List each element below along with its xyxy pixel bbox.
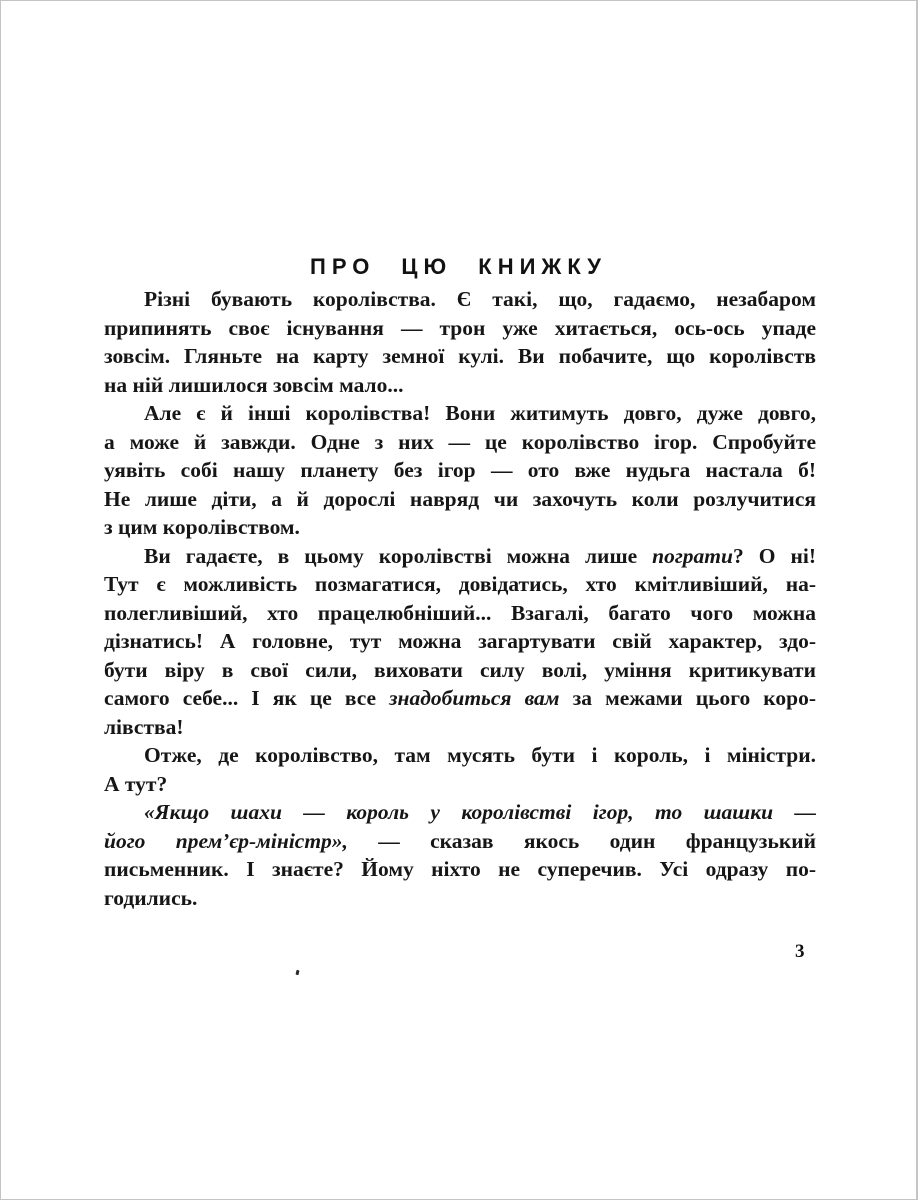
text-segment: А тут? [104, 771, 168, 796]
text-line [104, 770, 816, 799]
text-segment: Тут є можливість позмагатися, довідатись, хто кмітливіший, на- [104, 572, 816, 596]
text-segment: лівства! [104, 714, 184, 739]
text-line [104, 485, 816, 514]
text-line [104, 627, 816, 656]
text-segment: на ній лишилося зовсім мало... [104, 372, 404, 397]
text-segment: годились. [104, 885, 198, 910]
text-line [104, 371, 816, 400]
text-segment: бути віру в свої сили, виховати силу волі, уміння критикувати [104, 657, 816, 682]
text-line [104, 314, 816, 343]
page-number: 3 [795, 941, 805, 962]
page-body [104, 285, 816, 912]
text-segment: з цим королівством. [104, 515, 300, 539]
text-line [104, 656, 816, 685]
emphasized-text: пограти [652, 543, 733, 568]
text-line [104, 713, 816, 742]
text-segment: Не лише діти, а й дорослі навряд чи захочуть коли розлучитися [104, 486, 816, 511]
paragraph [104, 285, 816, 399]
paragraph [104, 798, 816, 912]
text-line [104, 513, 816, 542]
text-segment: самого себе... І як це все [104, 686, 390, 710]
text-line [104, 428, 816, 457]
text-line [104, 342, 816, 371]
text-segment: дізнатись! А головне, тут можна загартувати свій характер, здо- [104, 629, 816, 653]
text-segment: — сказав якось один французький [378, 828, 816, 853]
text-segment: за межами цього коро- [559, 686, 817, 710]
text-segment: зовсім. Гляньте на карту земної кулі. Ви побачите, що королівств [104, 344, 816, 368]
text-line [104, 285, 816, 314]
paragraph [104, 741, 816, 798]
text-line [104, 684, 816, 713]
text-line [104, 884, 816, 913]
text-line [104, 855, 816, 884]
text-segment: Різні бувають королівства. Є такі, що, гадаємо, незабаром [144, 287, 816, 311]
paragraph [104, 542, 816, 742]
page-title: ПРО ЦЮ КНИЖКУ [310, 253, 607, 279]
text-segment: письменник. І знаєте? Йому ніхто не суперечив. Усі одразу по- [104, 857, 816, 881]
text-line [104, 456, 816, 485]
text-segment: Але є й інші королівства! Вони житимуть довго, дуже довго, [144, 401, 816, 425]
ink-speck-mark [295, 970, 299, 976]
text-segment: ? О ні! [732, 543, 817, 568]
text-line [104, 542, 816, 571]
text-segment: припинять своє існування — трон уже хитається, ось-ось упаде [104, 315, 816, 340]
text-line [104, 570, 816, 599]
text-segment: а може й завжди. Одне з них — це королівство ігор. Спробуйте [104, 429, 816, 454]
quote-text: «Якщо шахи — король у королівстві ігор, то шашки — [144, 800, 816, 824]
text-line [104, 599, 816, 628]
text-segment: уявіть собі нашу планету без ігор — ото вже нудьга настала б! [104, 458, 816, 482]
paragraph [104, 399, 816, 542]
text-line [104, 798, 816, 827]
text-line [104, 741, 816, 770]
quote-text: його прем’єр-міністр», [104, 828, 379, 853]
text-line [104, 827, 816, 856]
text-segment: Отже, де королівство, там мусять бути і король, і міністри. [144, 743, 816, 767]
text-line [104, 399, 816, 428]
text-segment: Ви гадаєте, в цьому королівстві можна лише [144, 543, 653, 568]
emphasized-text: знадобиться вам [389, 686, 560, 710]
text-segment: полегливіший, хто працелюбніший... Взагалі, багато чого можна [104, 600, 816, 625]
